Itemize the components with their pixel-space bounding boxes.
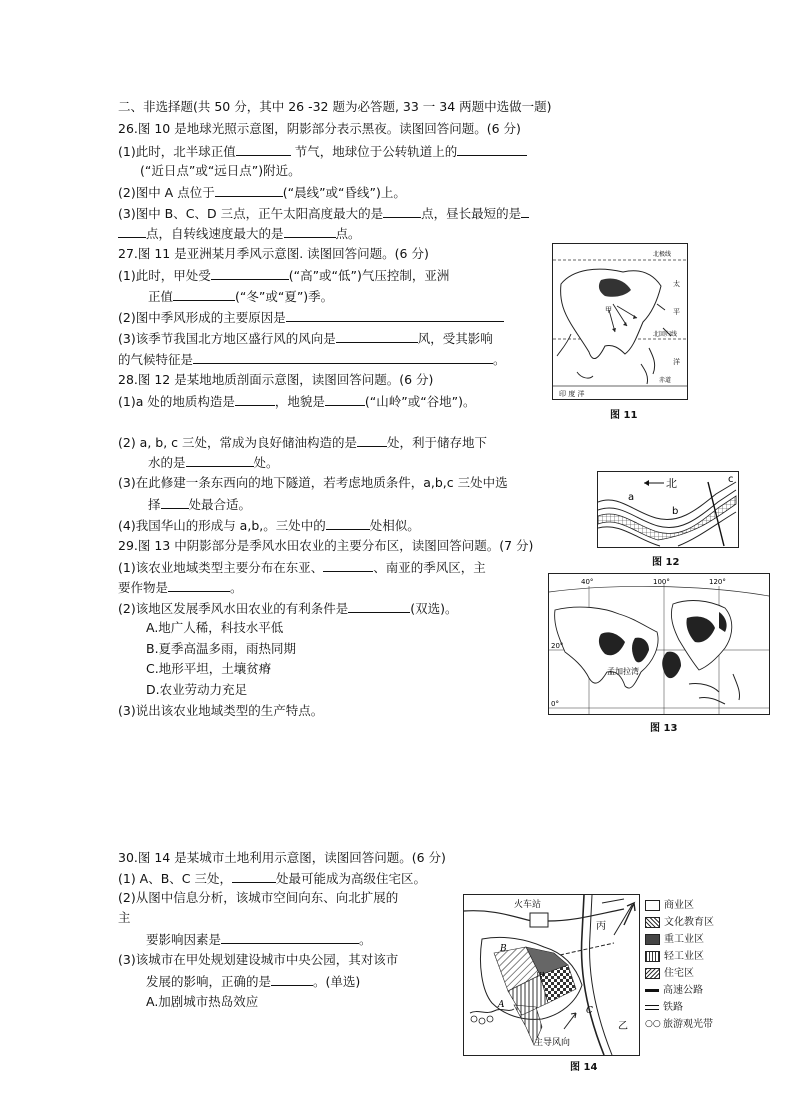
answer-blank[interactable] [357,434,387,447]
legend-commercial [645,896,694,911]
lon-label-1: 40° [581,578,594,586]
label-a: a [628,492,635,503]
figure-11-caption: 图 11 [610,410,638,421]
q28-l1a: (1)a 处的地质构造是 [118,394,235,409]
q29-line4: (3)说出该农业地域类型的生产特点。 [118,703,324,718]
swatch-heavy-industry [645,934,660,945]
legend-tourism [645,1015,713,1030]
lon-label-3: 120° [709,578,726,586]
q29-title: 29.图 13 中阴影部分是季风水田农业的主要分布区，读图回答问题。(7 分) [118,538,534,553]
q29-l1b: 、南亚的季风区，主 [373,560,486,575]
swatch-residential [645,968,660,979]
q30-l4b: 。 [359,932,372,947]
answer-blank[interactable] [457,143,527,156]
q30-l1b: 处最可能成为高级住宅区。 [276,871,427,886]
q26-l1b: 节气，地球位于公转轨道上的 [294,144,458,159]
q28-l1b: ，地貌是 [274,394,325,409]
legend-highway [645,981,703,996]
q27-line5 [118,351,506,368]
q29-option-d: D.农业劳动力充足 [146,682,248,697]
q30-line6 [146,973,360,990]
q27-l2a: 正值 [148,289,174,304]
answer-blank[interactable] [383,205,421,218]
q29-option-b: B.夏季高温多雨，雨热同期 [146,641,297,656]
label-b: B [500,944,507,954]
q29-line2 [118,579,243,596]
q30-line3: 主 [118,910,131,925]
legend-label: 商业区 [664,900,694,911]
label-arctic: 北极线 [653,251,672,258]
label-yi: 乙 [618,1021,628,1032]
label-pacific-3: 洋 [673,358,680,366]
figure-14-legend [645,896,735,1036]
q28-line5 [148,496,251,513]
label-indian-ocean: 印 度 洋 [559,390,585,398]
label-c: c [728,474,734,485]
q30-line5: (3)该城市在甲处规划建设城市中央公园，其对该市 [118,952,399,967]
answer-blank[interactable] [323,559,373,572]
q27-title: 27.图 11 是亚洲某月季风示意图. 读图回答问题。(6 分) [118,246,429,261]
q26-l4a: (3)图中 B、C、D 三点，正午太阳高度最大的是 [118,206,384,221]
q26-line5 [118,225,361,242]
answer-blank[interactable] [173,288,235,301]
north-label: 北 [666,477,677,490]
answer-blank[interactable] [271,973,313,986]
figure-13-svg [549,574,769,714]
q27-l2b: (“冬”或“夏”)季。 [235,289,334,304]
q29-l2b: 。 [230,580,243,595]
q27-l1a: (1)此时，甲处受 [118,268,211,283]
q27-l3: (2)图中季风形成的主要原因是 [118,310,286,325]
q26-l5a: 点，自转线速度最大的是 [146,226,284,241]
q30-line7: A.加剧城市热岛效应 [146,994,259,1009]
legend-label: 重工业区 [664,934,704,945]
swatch-railway [645,1005,659,1010]
q27-line3 [118,309,504,326]
q29-l3b: (双选)。 [410,601,458,616]
q30-line1 [118,870,426,887]
q30-l4a: 要影响因素是 [146,932,222,947]
figure-14-caption: 图 14 [570,1062,598,1073]
paddy-region-southeast-asia [662,652,681,679]
answer-blank[interactable] [118,225,146,238]
q28-l6b: 处相似。 [369,518,420,533]
q28-l3a: 水的是 [148,455,186,470]
label-jia: 甲 [536,972,546,982]
q27-line2 [148,288,333,305]
answer-blank[interactable] [211,267,289,280]
answer-blank[interactable] [168,579,230,592]
q27-l5a: 的气候特征是 [118,352,194,367]
q26-l3b: (“晨线”或“昏线”)上。 [282,185,406,200]
q28-l2a: (2) a, b, c 三处，常成为良好储油构造的是 [118,435,358,450]
q27-l5b: 。 [493,352,506,367]
q30-l6a: 发展的影响，正确的是 [146,974,272,989]
q30-line2: (2)从图中信息分析，该城市空间向东、向北扩展的 [118,890,399,905]
q27-l1b: (“高”或“低”)气压控制，亚洲 [288,268,450,283]
label-bing: 丙 [596,921,606,932]
lat-label-1: 20° [551,642,564,650]
answer-blank[interactable] [232,870,276,883]
swatch-highway [645,989,659,992]
figure-13-paddy-map [548,573,770,715]
q27-line1 [118,267,449,284]
swatch-tourism: ○○ [645,1019,661,1029]
legend-label: 文化教育区 [664,917,714,928]
section-header: 二、非选择题(共 50 分，其中 26 -32 题为必答题, 33 一 34 两题中选做一题) [118,99,552,114]
answer-blank[interactable] [284,225,336,238]
legend-label: 高速公路 [663,985,703,996]
q28-line2 [118,434,487,451]
answer-blank[interactable] [286,309,504,322]
q28-line6 [118,517,420,534]
q27-line4 [118,330,493,347]
q28-l2b: 处，利于储存地下 [387,435,488,450]
q28-l1c: (“山岭”或“谷地”)。 [364,394,476,409]
answer-blank[interactable] [325,393,365,406]
answer-blank[interactable] [215,184,283,197]
label-tropic: 北回归线 [653,331,678,338]
legend-label: 住宅区 [664,968,694,979]
q27-l4b: 风，受其影响 [417,331,493,346]
q26-line1 [118,143,527,160]
legend-label: 旅游观光带 [663,1019,713,1030]
q29-option-a: A.地广人稀，科技水平低 [146,620,284,635]
label-jia: 甲 [605,306,612,314]
figure-11-monsoon-map [552,243,688,400]
legend-education [645,913,714,928]
figure-12-svg [598,472,738,547]
q26-line4 [118,205,529,222]
legend-residential [645,964,694,979]
answer-blank[interactable] [221,931,359,944]
q29-l1a: (1)该农业地域类型主要分布在东亚、 [118,560,324,575]
label-equator: 赤道 [659,377,672,384]
q26-title: 26.图 10 是地球光照示意图，阴影部分表示黑夜。读图回答问题。(6 分) [118,121,521,136]
q26-line3 [118,184,406,201]
lat-label-2: 0° [551,700,559,708]
figure-14-landuse-map [463,894,640,1056]
q26-l5b: 点。 [335,226,361,241]
place-bay-of-bengal: 孟加拉湾 [607,667,639,676]
answer-blank[interactable] [193,351,493,364]
q28-line4: (3)在此修建一条东西向的地下隧道，若考虑地质条件，a,b,c 三处中选 [118,475,508,490]
figure-12-geology-profile [597,471,739,548]
label-wind: 主导风向 [534,1038,571,1048]
q28-line1 [118,393,476,410]
q26-l3a: (2)图中 A 点位于 [118,185,215,200]
label-a: A [498,1000,505,1010]
q29-line3 [118,600,457,617]
legend-railway [645,998,683,1013]
figure-13-caption: 图 13 [650,723,678,734]
q30-title: 30.图 14 是某城市土地利用示意图，读图回答问题。(6 分) [118,850,446,865]
answer-blank[interactable] [161,496,189,509]
q28-l5a: 择 [148,497,161,512]
label-c: C [586,1006,593,1016]
q28-title: 28.图 12 是某地地质剖面示意图，读图回答问题。(6 分) [118,372,434,387]
q29-line1 [118,559,486,576]
q26-l1a: (1)此时，北半球正值 [118,144,236,159]
answer-blank[interactable] [236,143,291,156]
q28-l6a: (4)我国华山的形成与 a,b,。三处中的 [118,518,326,533]
q26-line2: (“近日点”或“远日点”)附近。 [140,163,301,178]
lon-label-2: 100° [653,578,670,586]
swatch-commercial [645,900,660,911]
q29-l2a: 要作物是 [118,580,169,595]
q29-l3a: (2)该地区发展季风水田农业的有利条件是 [118,601,349,616]
label-pacific-2: 平 [673,308,680,316]
q28-l5b: 处最合适。 [188,497,252,512]
answer-blank[interactable] [336,330,418,343]
q28-l3b: 处。 [253,455,279,470]
q30-l6b: 。(单选) [313,974,361,989]
answer-blank[interactable] [348,600,410,613]
figure-14-svg [464,895,639,1055]
legend-heavy-industry [645,930,704,945]
swatch-education [645,917,660,928]
figure-11-svg [553,244,687,399]
answer-blank[interactable] [186,454,254,467]
label-station: 火车站 [514,900,542,910]
q28-line3 [148,454,279,471]
q30-line4 [146,931,372,948]
label-b: b [672,506,679,517]
q26-l4b: 点，昼长最短的是 [421,206,522,221]
figure-12-caption: 图 12 [652,557,680,568]
answer-blank[interactable] [235,393,275,406]
label-pacific-1: 太 [673,280,680,288]
q29-option-c: C.地形平坦，土壤贫瘠 [146,661,272,676]
legend-light-industry [645,947,704,962]
q27-l4a: (3)该季节我国北方地区盛行风的风向是 [118,331,336,346]
answer-blank[interactable] [326,517,370,530]
answer-blank[interactable] [521,205,529,218]
swatch-light-industry [645,951,660,962]
legend-label: 铁路 [663,1002,683,1013]
q30-l1a: (1) A、B、C 三处， [118,871,233,886]
legend-label: 轻工业区 [664,951,704,962]
